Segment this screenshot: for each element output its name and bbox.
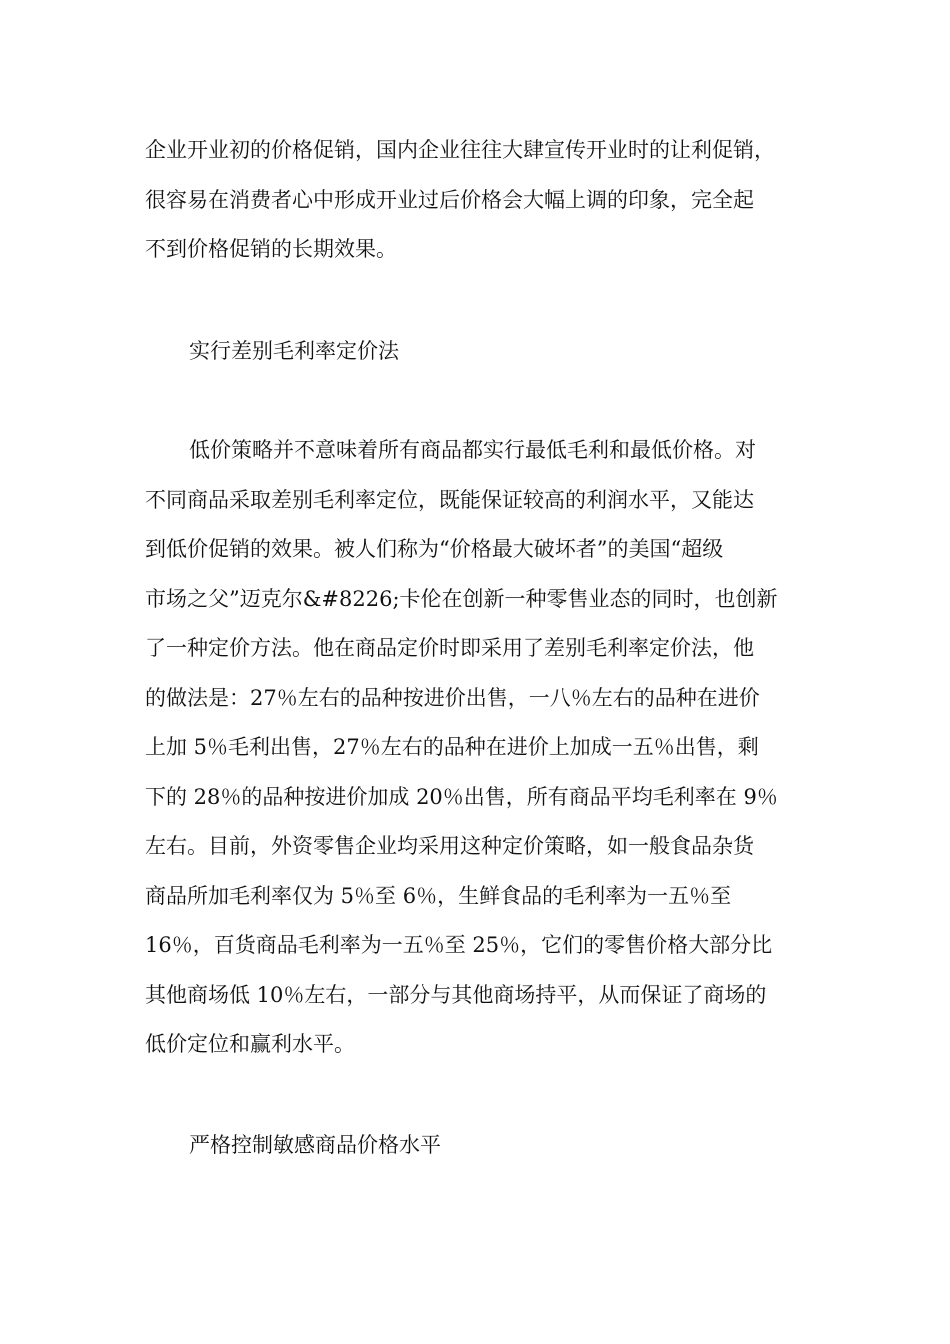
text-line: 到低价促销的效果。被人们称为“价格最大破坏者”的美国“超级 xyxy=(145,537,724,561)
paragraph-opening-promotion xyxy=(145,126,815,275)
text-line: 企业开业初的价格促销，国内企业往往大肆宣传开业时的让利促销， xyxy=(145,138,775,162)
text-line: 上加 5％毛利出售，27％左右的品种在进价上加成一五％出售，剩 xyxy=(145,735,759,759)
text-line: 低价定位和赢利水平。 xyxy=(145,1032,355,1056)
text-line: 16％，百货商品毛利率为一五％至 25％，它们的零售价格大部分比 xyxy=(145,933,773,957)
text-line: 不同商品采取差别毛利率定位，既能保证较高的利润水平，又能达 xyxy=(145,487,754,512)
text-line: 的做法是：27％左右的品种按进价出售，一八％左右的品种在进价 xyxy=(145,685,760,710)
text-line: 市场之父”迈克尔&#8226;卡伦在创新一种零售业态的同时，也创新 xyxy=(145,586,778,611)
text-line: 左右。目前，外资零售企业均采用这种定价策略，如一般食品杂货 xyxy=(145,834,754,858)
text-line: 下的 28％的品种按进价加成 20％出售，所有商品平均毛利率在 9％ xyxy=(145,784,778,809)
heading-text: 实行差别毛利率定价法 xyxy=(189,339,399,363)
heading-text: 严格控制敏感商品价格水平 xyxy=(189,1133,441,1157)
text-line: 很容易在消费者心中形成开业过后价格会大幅上调的印象，完全起 xyxy=(145,187,754,212)
text-line: 低价策略并不意味着所有商品都实行最低毛利和最低价格。对 xyxy=(189,438,756,462)
text-line: 不到价格促销的长期效果。 xyxy=(145,237,397,261)
text-line: 商品所加毛利率仅为 5％至 6％，生鲜食品的毛利率为一五％至 xyxy=(145,883,732,908)
section-heading-differential-margin xyxy=(145,327,815,377)
text-line: 了一种定价方法。他在商品定价时即采用了差别毛利率定价法，他 xyxy=(145,636,754,660)
section-heading-sensitive-goods xyxy=(145,1121,815,1171)
paragraph-differential-margin xyxy=(145,426,815,1070)
text-line: 其他商场低 10％左右，一部分与其他商场持平，从而保证了商场的 xyxy=(145,982,767,1007)
